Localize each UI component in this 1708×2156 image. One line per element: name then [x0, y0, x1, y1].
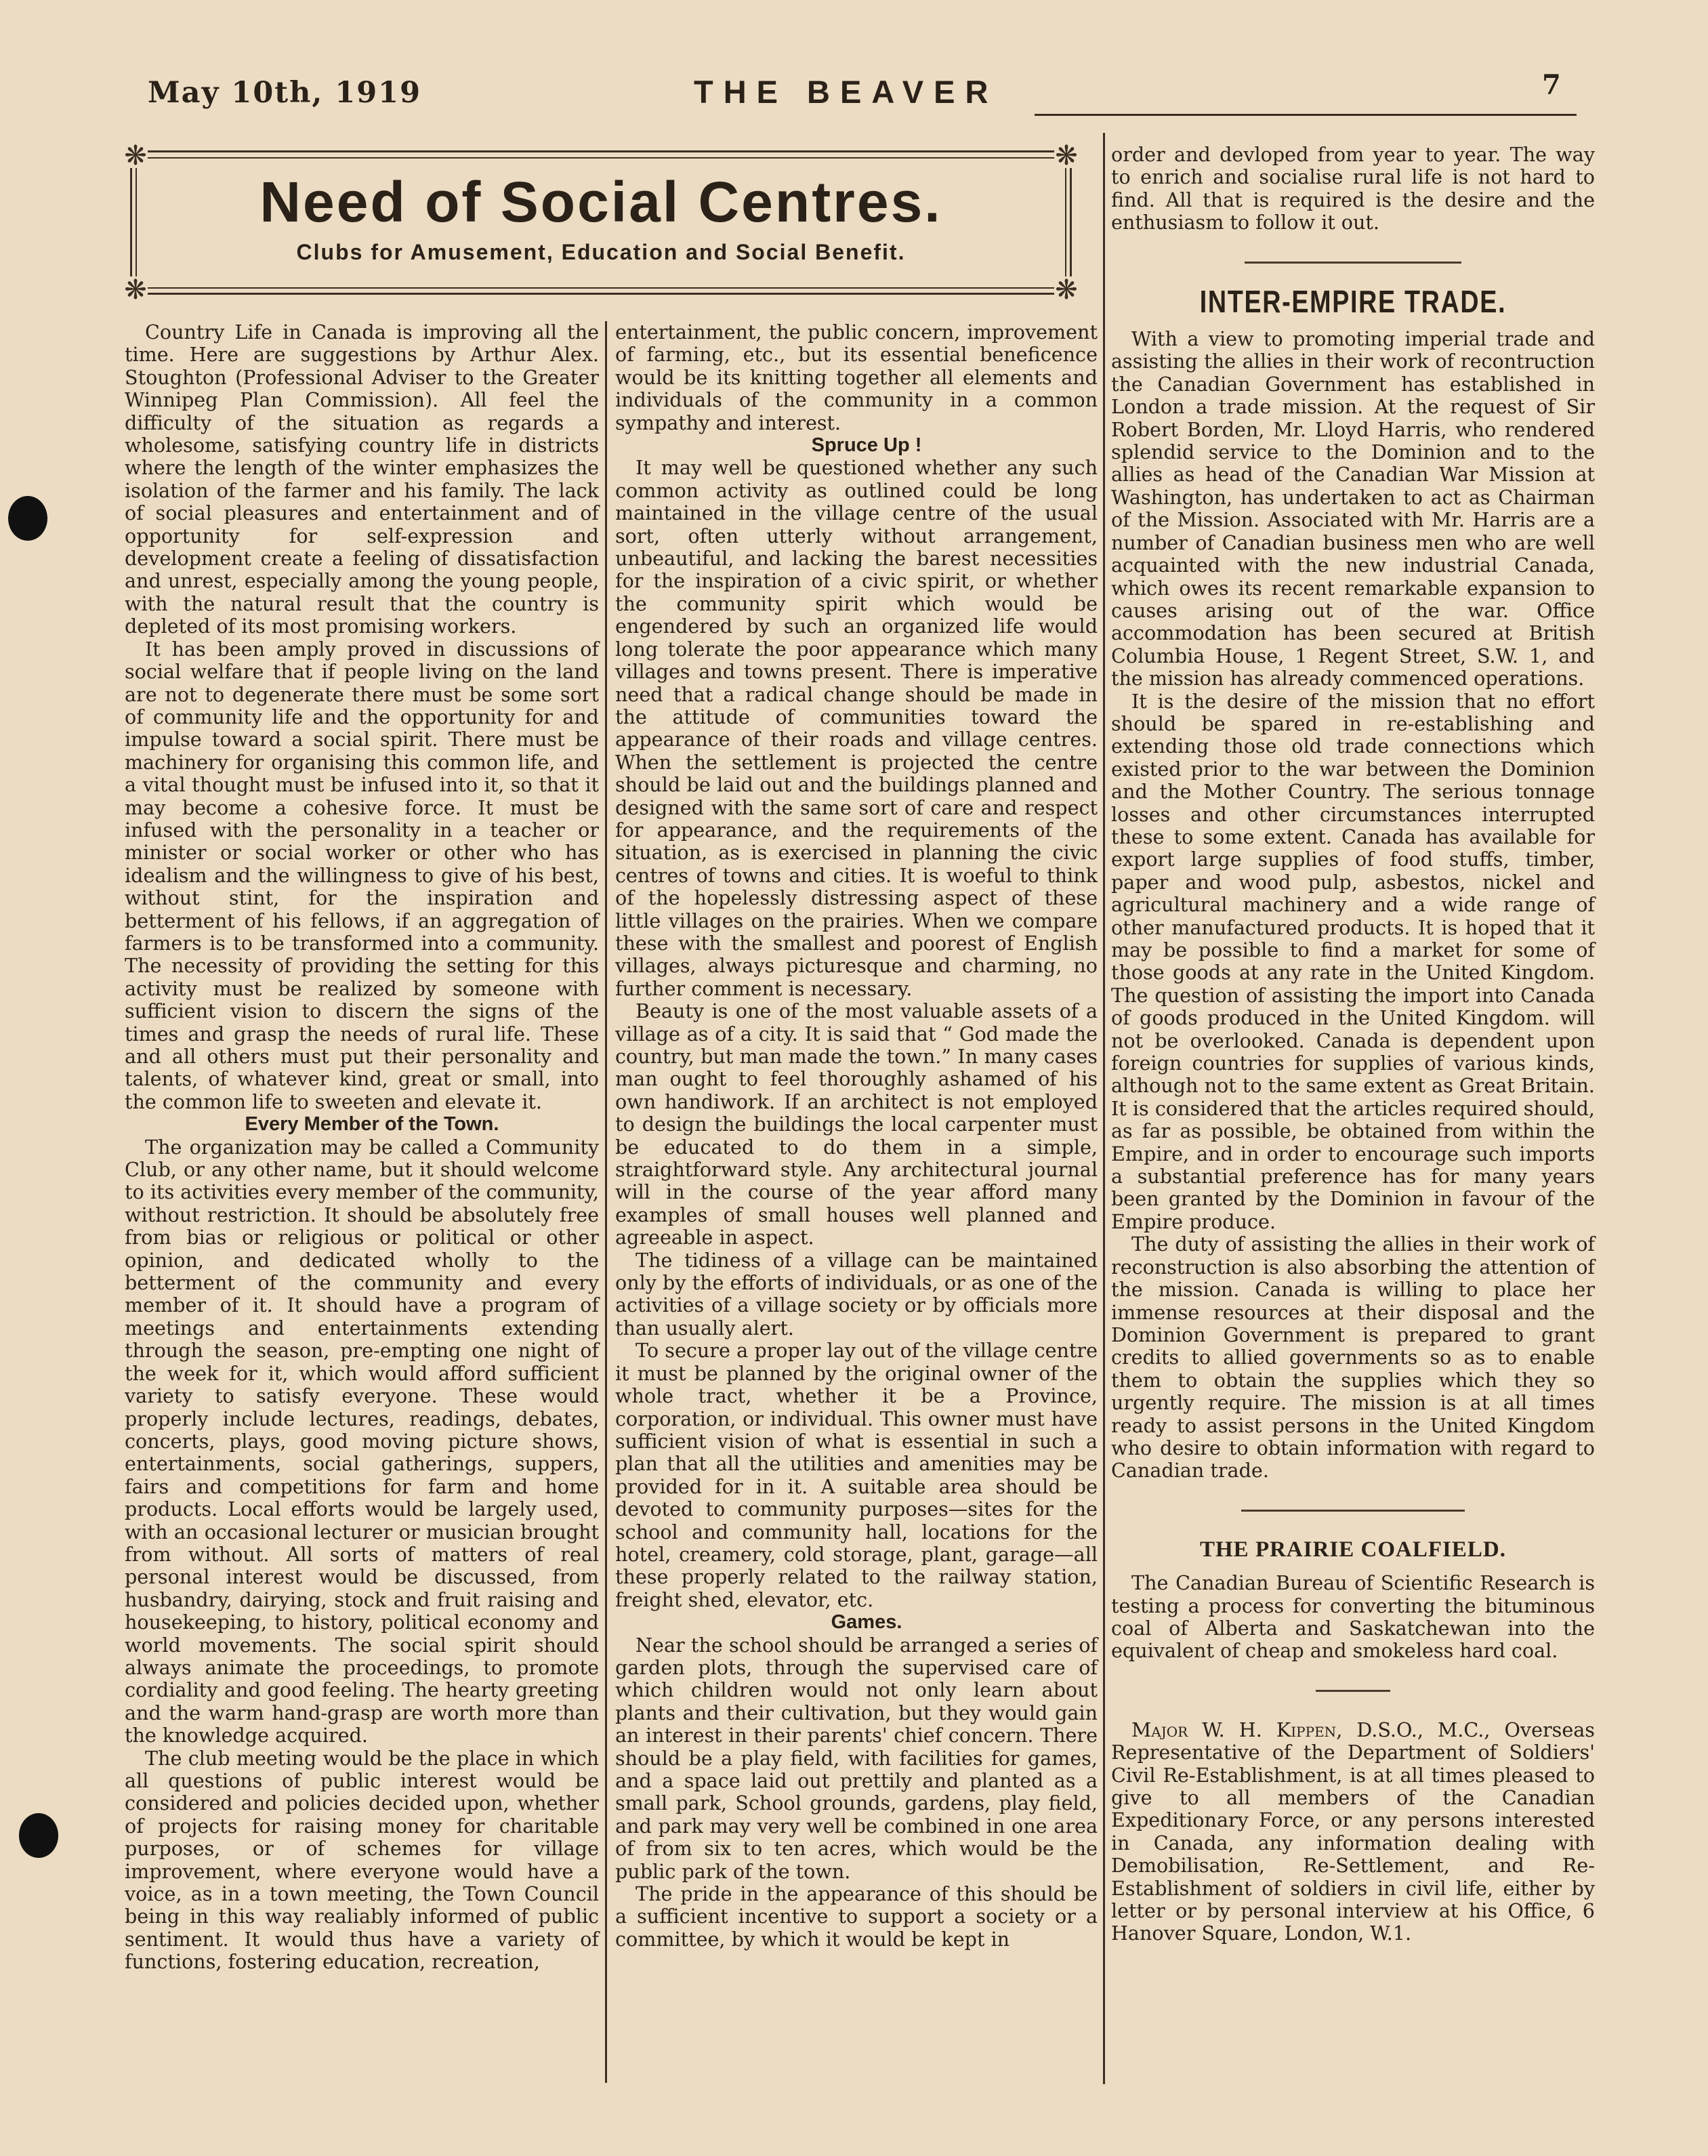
paragraph: It is the desire of the mission that no effort should be spared in re-establishing and extending those old trade connections which existed prior to the war between the Dominion and the Mother Country. The serious tonnage losses and other circumstances interrupted these to some extent. Canada has available for export large supplies of food stuffs, timber, paper and wood pulp, asbestos, nickel and agricultural machinery and a wide range of other manufactured products. It is hoped that it may be possible to find a market for some of those goods at any rate in the United Kingdom. The question of assisting the import into Canada of goods produced in the United Kingdom. will not be overlooked. Canada is dependent upon foreign countries for supplies of various kinds, although not to the same extent as Great Britain. It is considered that the articles required should, as far as possible, be obtained from within the Empire, and in order to encourage such imports a substantial preference has for many years been granted by the Dominion in favour of the Empire produce. [1111, 689, 1595, 1233]
paragraph: The tidiness of a village can be maintained only by the efforts of individuals, or as one of the activities of a village society or by officials more than usually alert. [615, 1248, 1098, 1340]
issue-date: May 10th, 1919 [148, 76, 421, 110]
column-rule-right [1103, 133, 1105, 2084]
kippen-text: , D.S.O., M.C., Overseas Representative of the Department of Soldiers' Civil Re-Establishment, is at all times pleased to give to all members of the Canadian Expeditionary Force, or any persons interested in Canada, any information dealing with Demobilisation, Re-Settlement, and Re-Establishment of soldiers in civil life, either by letter or by personal interview at his Office, 6 Hanover Square, London, W.1. [1111, 1718, 1595, 1945]
article-column-1 [125, 321, 599, 1974]
paragraph: order and devloped from year to year. The way to enrich and socialise rural life is not hard to find. All that is required is the desire and the enthusiasm to follow it out. [1111, 143, 1595, 234]
article-title: Need of Social Centres. [259, 170, 942, 234]
section-separator [1316, 1690, 1390, 1692]
article-column-2 [615, 321, 1098, 1951]
inter-empire-title: INTER-EMPIRE TRADE. [1199, 283, 1507, 319]
paragraph: The pride in the appearance of this should be a sufficient incentive to support a society or a committee, by which it would be kept in [615, 1882, 1098, 1951]
section-separator [1245, 262, 1461, 264]
title-box-rule-bottom-outer [148, 293, 1054, 295]
corner-ornament-icon: ❋ [1055, 274, 1078, 306]
column-rule-left [605, 321, 607, 2083]
corner-ornament-icon: ❋ [1055, 140, 1078, 171]
article-column-3 [1111, 144, 1595, 1945]
coalfield-title: THE PRAIRIE COALFIELD. [1200, 1537, 1506, 1562]
header-rule [1035, 114, 1577, 116]
section-heading: Games. [831, 1611, 902, 1634]
paragraph: Country Life in Canada is improving all the time. Here are suggestions by Arthur Alex. Stoughton (Professional Adviser to the Greater Winnipeg Plan Commission). All feel the difficulty of the situation as regards a wholesome, satisfying country life in districts where the length of the winter emphasizes the isolation of the farmer and his family. The lack of social pleasures and entertainment and of opportunity for self-expression and development create a feeling of dissatisfaction and unrest, especially among the young people, with the natural result that the country is depleted of its most promising workers. [125, 320, 599, 638]
title-box-rule-bottom-inner [148, 287, 1054, 289]
paragraph: The organization may be called a Community Club, or any other name, but it should welcome to its activities every member of the community, without restriction. It should be absolutely free from bias or religious or political or other opinion, and dedicated wholly to the betterment of the community and every member of it. It should have a program of meetings and entertainments extending through the season, pre-empting one night of the week for it, which would afford sufficient variety to satisfy everyone. These would properly include lectures, readings, debates, concerts, plays, good moving picture shows, entertainments, social gatherings, suppers, fairs and competitions for farm and home products. Local efforts would be largely used, with an occasional lecturer or musician brought from without. All sorts of matters of real personal interest would be discussed, from husbandry, dairying, stock and fruit raising and housekeeping, to history, political economy and world movements. The social spirit should always animate the proceedings, to promote cordiality and good feeling. The hearty greeting and the warm hand-grasp are worth more than the knowledge acquired. [125, 1135, 599, 1747]
title-box-rule-top-outer [148, 150, 1054, 152]
page-number: 7 [1542, 69, 1561, 101]
section-separator [1241, 1510, 1465, 1512]
binder-hole [19, 1813, 58, 1858]
paragraph: It may well be questioned whether any such common activity as outlined could be long maintained in the village centre of the usual sort, often utterly without arrangement, unbeautiful, and lacking the barest necessities for the inspiration of a civic spirit, or whether the community spirit which would be engendered by such an organized life would long tolerate the poor appearance which many villages and towns present. There is imperative need that a radical change should be made in the attitude of communities toward the appearance of their roads and village centres. When the settlement is projected the centre should be laid out and the buildings planned and designed with the same sort of care and respect for appearance, and the requirements of the situation, as is exercised in planning the civic centres of towns and cities. It is woeful to think of the hopelessly distressing aspect of these little villages on the prairies. When we compare these with the smallest and poorest of English villages, always picturesque and charming, no further comment is necessary. [615, 456, 1098, 1000]
section-heading: Every Member of the Town. [245, 1113, 499, 1136]
paragraph: entertainment, the public concern, improvement of farming, etc., but its essential beneficence would be its knitting together all elements and individuals of the community in a common sympathy and interest. [615, 320, 1098, 434]
paragraph: The Canadian Bureau of Scientific Research is testing a process for converting the bituminous coal of Alberta and Saskatchewan into the equivalent of cheap and smokeless hard coal. [1111, 1571, 1595, 1663]
paragraph: Near the school should be arranged a series of garden plots, through the supervised care of which children would not only learn about plants and their cultivation, but they would gain an interest in their parents' chief concern. There should be a play field, with facilities for games, and a space laid out prettily and planted as a small park, School grounds, gardens, play field, and park may very well be combined in one area of from six to ten acres, which would be the public park of the town. [615, 1633, 1098, 1883]
publication-name: THE BEAVER [694, 74, 999, 110]
paragraph: To secure a proper lay out of the village centre it must be planned by the original owner of the whole tract, whether it be a Province, corporation, or individual. This owner must have sufficient vision of what is essential in such a plan that all the utilities and amenities may be provided for in it. A suitable area should be devoted to community purposes—sites for the school and community hall, locations for the hotel, creamery, cold storage, plant, garage—all these properly related to the railway station, freight shed, elevator, etc. [615, 1339, 1098, 1611]
binder-hole [8, 496, 47, 541]
section-heading: Spruce Up ! [811, 434, 922, 457]
kippen-name: Major W. H. Kippen [1131, 1718, 1337, 1741]
article-title-box [121, 141, 1081, 304]
paragraph: The club meeting would be the place in which all questions of public interest would be considered and policies decided upon, whether of projects for raising money for charitable purposes, or of schemes for village improvement, where everyone would have a voice, as in a town meeting, the Town Council being in this way realiably informed of public sentiment. It would thus have a variety of functions, fostering education, recreation, [125, 1746, 599, 1974]
paragraph: The duty of assisting the allies in their work of reconstruction is also absorbing the attention of the mission. Canada is willing to place her immense resources at their disposal and the Dominion Government is prepared to grant credits to allied governments so as to enable them to obtain the supplies which they so urgently require. The mission is at all times ready to assist persons in the United Kingdom who desire to obtain information with regard to Canadian trade. [1111, 1232, 1595, 1483]
corner-ornament-icon: ❋ [124, 140, 147, 171]
kippen-notice [1111, 1719, 1595, 1945]
paragraph: It has been amply proved in discussions of social welfare that if people living on the land are not to degenerate there must be some sort of community life and the opportunity for and impulse toward a social spirit. There must be machinery for organising this common life, and a vital thought must be infused into it, so that it may become a cohesive force. It must be infused with the personality in a teacher or minister or social worker or other who has idealism and the willingness to give of his best, without stint, for the inspiration and betterment of his fellows, if an aggregation of farmers is to be transformed into a community. The necessity of providing the setting for this activity must be realized by someone with sufficient vision to discern the signs of the times and grasp the needs of rural life. These and all others must put their personality and talents, of whatever kind, great or small, into the common life to sweeten and elevate it. [125, 637, 599, 1113]
title-box-rule-top-inner [148, 157, 1054, 159]
article-subtitle: Clubs for Amusement, Education and Social Benefit. [296, 240, 906, 264]
corner-ornament-icon: ❋ [124, 274, 147, 306]
paragraph: Beauty is one of the most valuable assets of a village as of a city. It is said that “ God made the country, but man made the town.” In many cases man ought to feel thoroughly ashamed of his own handiwork. If an architect is not employed to design the buildings the local carpenter must be educated to do them in a simple, straightforward style. Any architectural journal will in the course of the year afford many examples of small houses well planned and agreeable in aspect. [615, 999, 1098, 1249]
paragraph: With a view to promoting imperial trade and assisting the allies in their work of recontruction the Canadian Government has established in London a trade mission. At the request of Sir Robert Borden, Mr. Lloyd Harris, who rendered splendid service to the Dominion and to the allies as head of the Canadian War Mission at Washington, has undertaken to act as Chairman of the Mission. Associated with Mr. Harris are a number of Canadian business men who are well acquainted with the new industrial Canada, which owes its recent remarkable expansion to causes arising out of the war. Office accommodation has been secured at British Columbia House, 1 Regent Street, S.W. 1, and the mission has already commenced operations. [1111, 327, 1595, 690]
